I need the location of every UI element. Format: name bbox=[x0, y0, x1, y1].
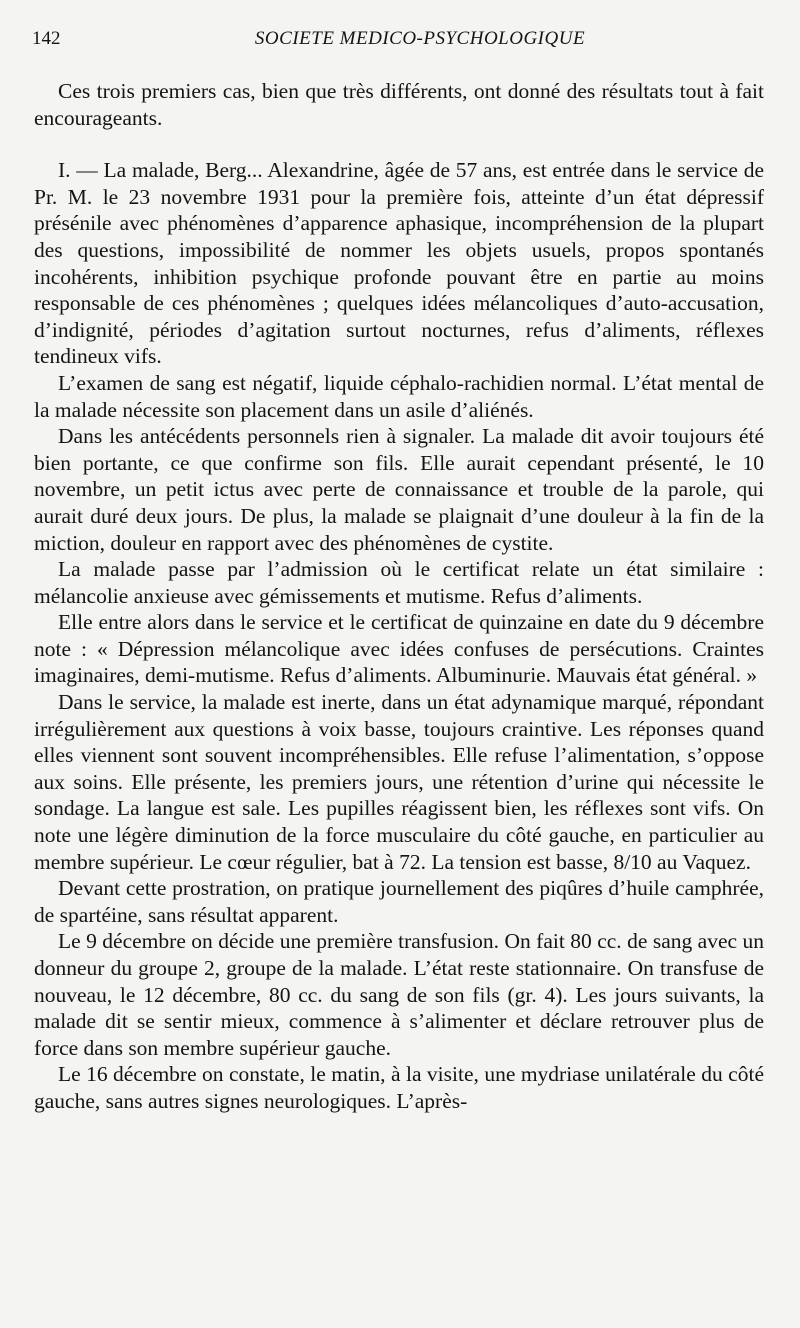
paragraph: Dans les antécédents personnels rien à signaler. La malade dit avoir toujours été bien portante, ce que confirme son fils. Elle aurait cependant présenté, le 10 novembre, un petit ictus avec perte de connaissance et trouble de la parole, qui aurait duré deux jours. De plus, la malade se plaignait d’une douleur à la fin de la miction, douleur en rapport avec des phénomènes de cystite. bbox=[34, 424, 764, 555]
paragraph: Dans le service, la malade est inerte, dans un état adynamique marqué, répondant irrégulièrement aux questions à voix basse, toujours craintive. Les réponses quand elles viennent sont souvent incompréhensibles. Elle refuse l’alimentation, s’oppose aux soins. Elle présente, les premiers jours, une rétention d’urine qui nécessite le sondage. La langue est sale. Les pupilles réagissent bien, les réflexes sont vifs. On note une légère diminution de la force musculaire du côté gauche, en particulier au membre supérieur. Le cœur régulier, bat à 72. La tension est basse, 8/10 au Vaquez. bbox=[34, 690, 764, 874]
paragraph: La malade passe par l’admission où le certificat relate un état similaire : mélancolie anxieuse avec gémissements et mutisme. Refus d’aliments. bbox=[34, 557, 764, 608]
paragraph: Le 9 décembre on décide une première transfusion. On fait 80 cc. de sang avec un donneur du groupe 2, groupe de la malade. L’état reste stationnaire. On transfuse de nouveau, le 12 décembre, 80 cc. du sang de son fils (gr. 4). Les jours suivants, la malade dit se sentir mieux, commence à s’alimenter et déclare retrouver plus de force dans son membre supérieur gauche. bbox=[34, 929, 764, 1060]
running-title: SOCIETE MEDICO-PSYCHOLOGIQUE bbox=[254, 28, 586, 49]
paragraph: Elle entre alors dans le service et le certificat de quinzaine en date du 9 décembre note : « Dépression mélancolique avec idées confuses de persécutions. Craintes imaginaires, demi-mutisme. Refus d’aliments. Albuminurie. Mauvais état général. » bbox=[34, 610, 764, 688]
page-number: 142 bbox=[32, 28, 61, 49]
paragraph: I. — La malade, Berg... Alexandrine, âgée de 57 ans, est entrée dans le service de Pr. M. le 23 novembre 1931 pour la première fois, atteinte d’un état dépressif présénile avec phénomènes d’apparence aphasique, incompréhension de la plupart des questions, impossibilité de nommer les objets usuels, propos spontanés incohérents, inhibition psychique profonde pouvant être en partie au moins responsable de ces phénomènes ; quelques idées mélancoliques d’auto-accusation, d’indignité, périodes d’agitation surtout nocturnes, refus d’aliments, réflexes tendineux vifs. bbox=[34, 158, 764, 369]
page-header bbox=[32, 28, 768, 54]
paragraph: Devant cette prostration, on pratique journellement des piqûres d’huile camphrée, de spartéine, sans résultat apparent. bbox=[34, 876, 764, 927]
body-text bbox=[34, 78, 764, 1115]
paragraph-intro: Ces trois premiers cas, bien que très différents, ont donné des résultats tout à fait encourageants. bbox=[34, 79, 764, 130]
paragraph: Le 16 décembre on constate, le matin, à la visite, une mydriase unilatérale du côté gauche, sans autres signes neurologiques. L’après- bbox=[34, 1062, 764, 1113]
paragraph: L’examen de sang est négatif, liquide céphalo-rachidien normal. L’état mental de la malade nécessite son placement dans un asile d’aliénés. bbox=[34, 370, 764, 422]
